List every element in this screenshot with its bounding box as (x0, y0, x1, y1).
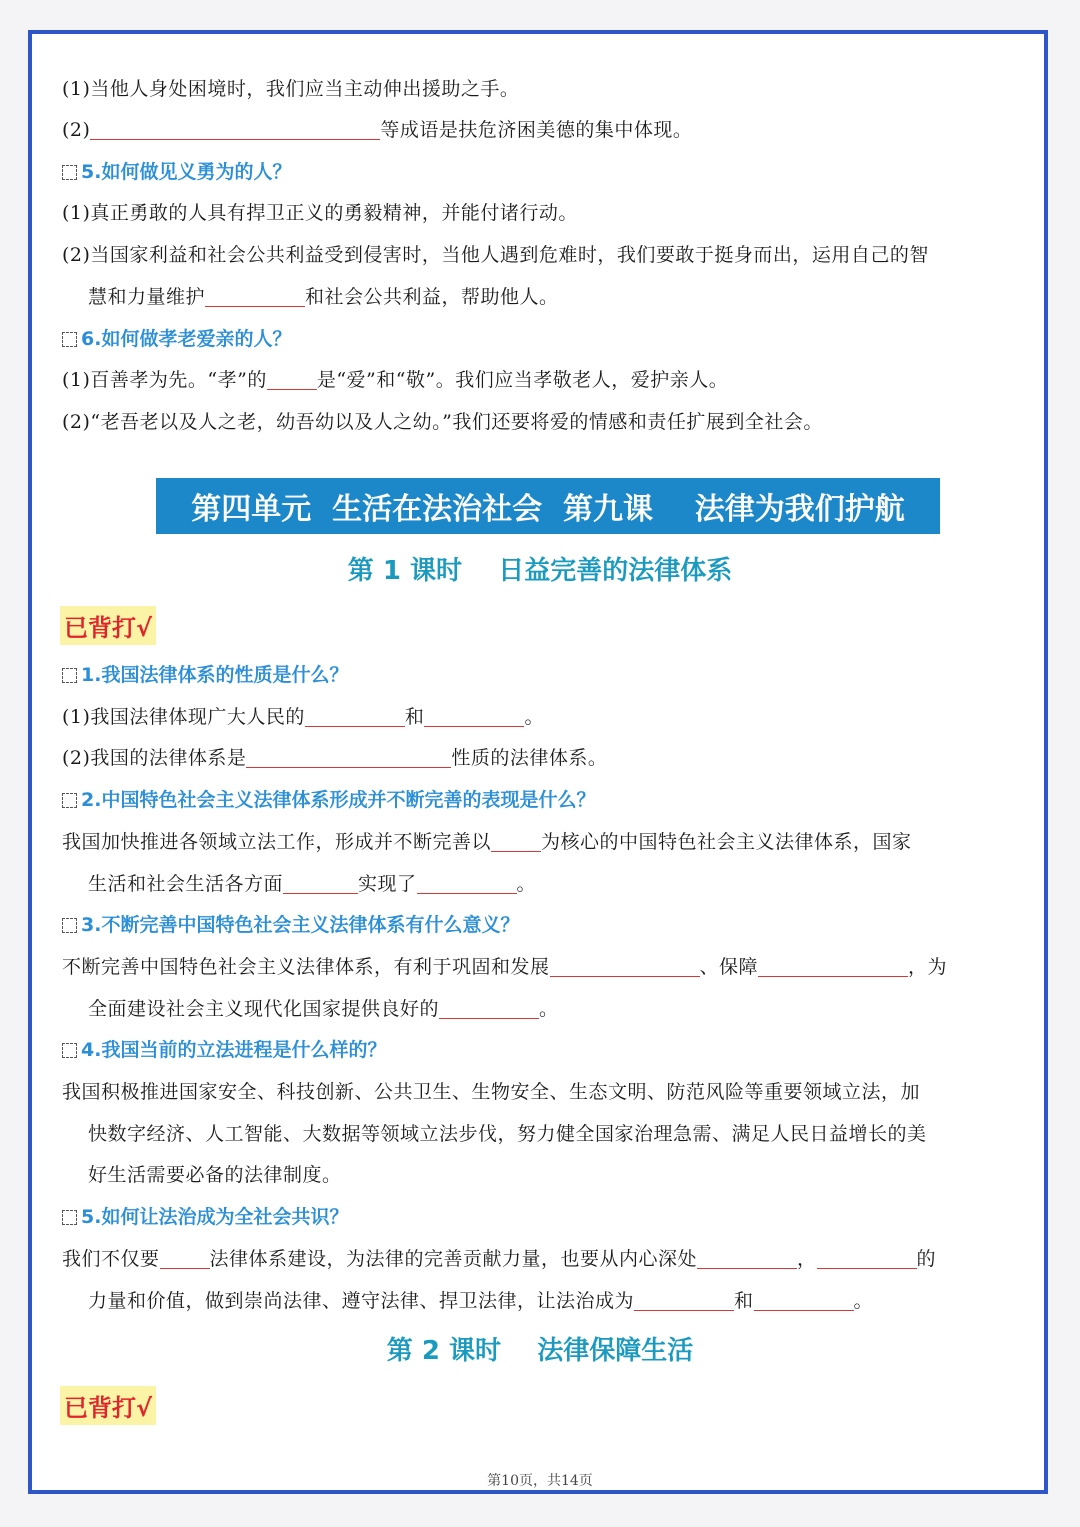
memorized-stamp: 已背打√ (60, 606, 156, 645)
text-line: 力量和价值，做到崇尚法律、遵守法律、捍卫法律，让法治成为 和 。 (88, 1290, 874, 1312)
question-heading: 3.不断完善中国特色社会主义法律体系有什么意义？ (62, 912, 519, 938)
text-line: 生活和社会生活各方面 实现了 。 (88, 873, 537, 895)
question-heading: 2.中国特色社会主义法律体系形成并不断完善的表现是什么？ (62, 787, 595, 813)
answer-blank[interactable] (417, 873, 517, 894)
text-line: 快数字经济、人工智能、大数据等领域立法步伐，努力健全国家治理急需、满足人民日益增长的美 (88, 1123, 927, 1145)
text-line: (1)百善孝为先。“孝”的 是“爱”和“敬”。我们应当孝敬老人，爱护亲人。 (62, 369, 729, 391)
answer-blank[interactable] (160, 1248, 210, 1269)
answer-blank[interactable] (491, 831, 541, 852)
question-heading: 5.如何让法治成为全社会共识？ (62, 1204, 348, 1230)
question-heading: 1.我国法律体系的性质是什么？ (62, 662, 348, 688)
answer-blank[interactable] (283, 873, 358, 894)
text-line: (1)当他人身处困境时，我们应当主动伸出援助之手。 (62, 78, 520, 100)
answer-blank[interactable] (90, 119, 380, 140)
lesson-title: 第 1 课时 日益完善的法律体系 (347, 556, 733, 586)
question-heading: 5.如何做见义勇为的人？ (62, 159, 291, 185)
checkbox-icon[interactable] (62, 332, 77, 347)
text-line: 全面建设社会主义现代化国家提供良好的 。 (88, 998, 559, 1020)
text-line: 不断完善中国特色社会主义法律体系，有利于巩固和发展 、保障 ，为 (62, 956, 948, 978)
text-line: 好生活需要必备的法律制度。 (88, 1164, 342, 1186)
text-line: (2) 等成语是扶危济困美德的集中体现。 (62, 119, 693, 141)
text-line: 慧和力量维护 和社会公共利益，帮助他人。 (88, 286, 559, 308)
answer-blank[interactable] (205, 286, 305, 307)
page-number: 第10页，共14页 (487, 1473, 593, 1489)
checkbox-icon[interactable] (62, 165, 77, 180)
checkbox-icon[interactable] (62, 1210, 77, 1225)
answer-blank[interactable] (634, 1290, 734, 1311)
checkbox-icon[interactable] (62, 918, 77, 933)
answer-blank[interactable] (267, 369, 317, 390)
text-line: (1)我国法律体现广大人民的 和 。 (62, 706, 544, 728)
unit-banner: 第四单元 生活在法治社会 第九课 法律为我们护航 (156, 478, 940, 534)
checkbox-icon[interactable] (62, 1043, 77, 1058)
question-heading: 6.如何做孝老爱亲的人？ (62, 326, 291, 352)
answer-blank[interactable] (439, 998, 539, 1019)
answer-blank[interactable] (758, 956, 908, 977)
answer-blank[interactable] (817, 1248, 917, 1269)
text-line: 我国积极推进国家安全、科技创新、公共卫生、生物安全、生态文明、防范风险等重要领域立法，加 (62, 1081, 921, 1103)
answer-blank[interactable] (424, 706, 524, 727)
text-line: (1)真正勇敢的人具有捍卫正义的勇毅精神，并能付诸行动。 (62, 202, 578, 224)
lesson-title: 第 2 课时 法律保障生活 (386, 1336, 694, 1366)
memorized-stamp: 已背打√ (60, 1386, 156, 1425)
answer-blank[interactable] (697, 1248, 797, 1269)
text-line: (2)当国家利益和社会公共利益受到侵害时，当他人遇到危难时，我们要敢于挺身而出，运用自己的智 (62, 244, 929, 266)
text-line: 我国加快推进各领域立法工作，形成并不断完善以 为核心的中国特色社会主义法律体系，国家 (62, 831, 912, 853)
text-line: (2)“老吾老以及人之老，幼吾幼以及人之幼。”我们还要将爱的情感和责任扩展到全社会。 (62, 411, 823, 433)
answer-blank[interactable] (305, 706, 405, 727)
question-heading: 4.我国当前的立法进程是什么样的？ (62, 1037, 386, 1063)
checkbox-icon[interactable] (62, 668, 77, 683)
checkbox-icon[interactable] (62, 793, 77, 808)
answer-blank[interactable] (754, 1290, 854, 1311)
answer-blank[interactable] (246, 747, 451, 768)
text-line: 我们不仅要 法律体系建设，为法律的完善贡献力量，也要从内心深处 ， 的 (62, 1248, 937, 1270)
text-line: (2)我国的法律体系是 性质的法律体系。 (62, 747, 608, 769)
answer-blank[interactable] (550, 956, 700, 977)
